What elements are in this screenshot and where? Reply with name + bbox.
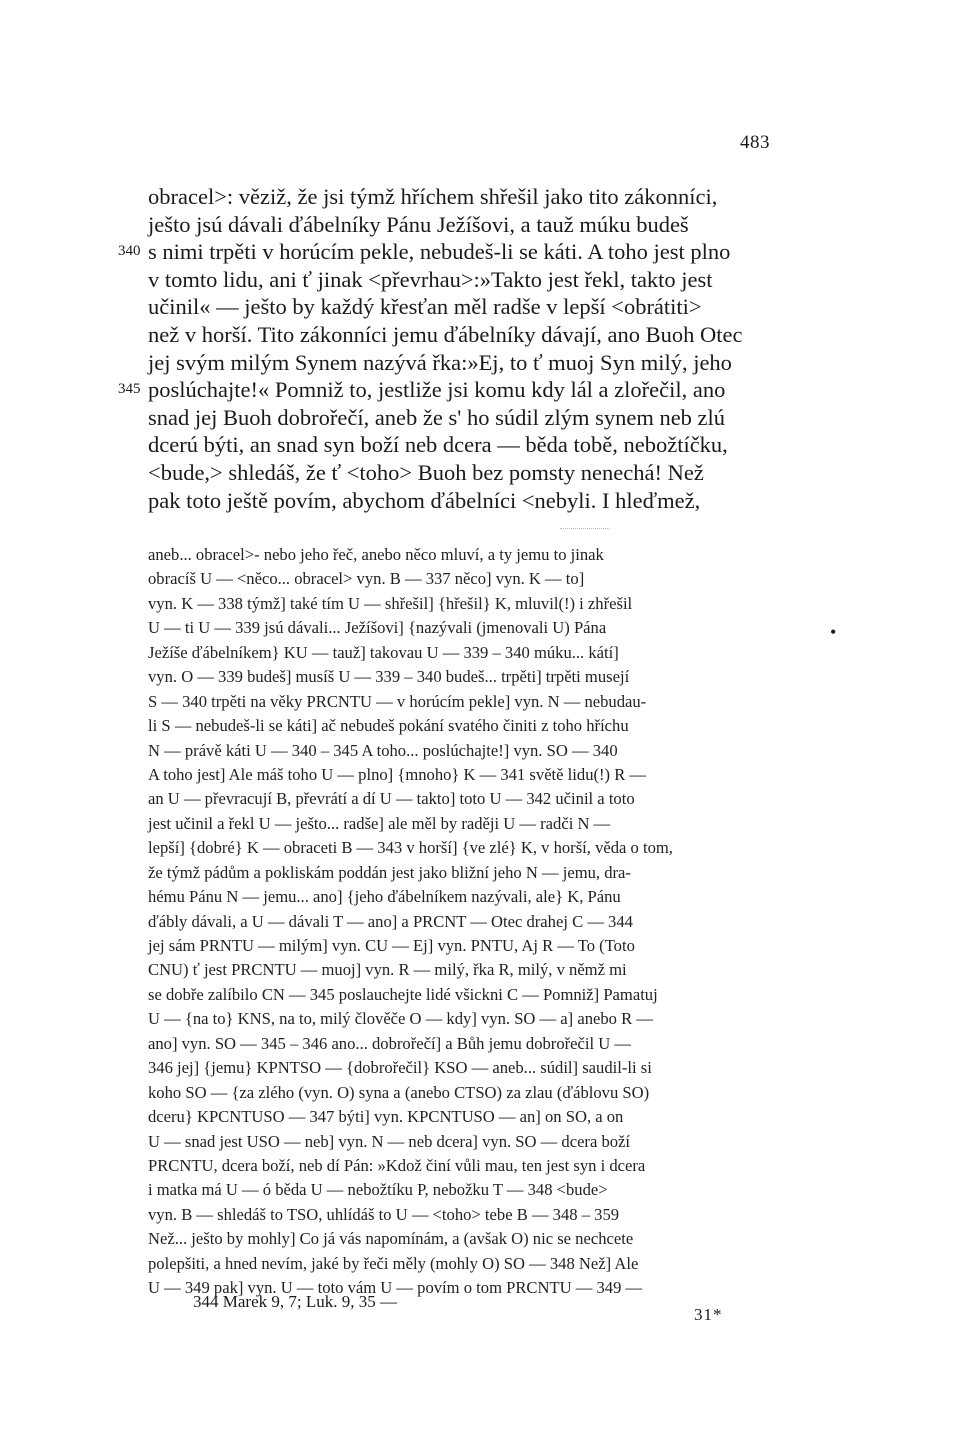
apparatus-line: U — {na to} KNS, na to, milý člověče O — kdy] vyn. SO — a] anebo R — [148,1009,653,1029]
apparatus-line: PRCNTU, dcera boží, neb dí Pán: »Kdož činí vůli mau, ten jest syn i dcera [148,1155,646,1175]
apparatus-line: ďábly dávali, a U — dávali T — ano] a PRCNT — Otec drahej C — 344 [148,911,633,931]
text-line [118,349,798,377]
apparatus-line: 346 jej] {jemu} KPNTSO — {dobrořečil} KSO — aneb... súdil] saudil-li si [148,1058,652,1078]
line-text: poslúchajte!« Pomniž to, jestliže jsi komu kdy lál a zlořečil, ano [148,377,726,403]
apparatus-line: se dobře zalíbilo CN — 345 poslauchejte lidé všickni C — Pomniž] Pamatuj [148,984,658,1004]
apparatus-line: U — ti U — 339 jsú dávali... Ježíšovi] {nazývali (jmenovali U) Pána [148,618,607,638]
line-text: učinil« — ješto by každý křesťan měl radše v lepší <obrátiti> [148,294,702,320]
line-text: dcerú býti, an snad syn boží neb dcera — běda tobě, nebožtíčku, [148,432,728,458]
apparatus-line: an U — převracují B, převrátí a dí U — takto] toto U — 342 učinil a toto [148,789,635,809]
line-text: pak toto ještě povím, abychom ďábelníci <nebyli. I hleďmež, [148,487,701,513]
text-line [118,266,798,294]
apparatus-line: že týmž pádům a pokliskám poddán jest jako bližní jeho N — jemu, dra- [148,862,631,882]
margin-mark: • [830,622,837,642]
text-line [118,431,798,459]
apparatus-line: U — snad jest USO — neb] vyn. N — neb dcera] vyn. SO — dcera boží [148,1131,631,1151]
apparatus-line: aneb... obracel>- nebo jeho řeč, anebo něco mluví, a ty jemu to jinak [148,545,604,564]
apparatus-line: ano] vyn. SO — 345 – 346 ano... dobrořečí] a Bůh jemu dobrořečil U — [148,1033,631,1053]
text-line [118,404,798,432]
text-line [118,211,798,239]
line-text: jej svým milým Synem nazývá řka:»Ej, to ť muoj Syn milý, jeho [148,349,732,375]
line-text: v tomto lidu, ani ť jinak <převrhau>:»Takto jest řekl, takto jest [148,266,713,292]
separator-rule [560,528,610,529]
line-text: ješto jsú dávali ďábelníky Pánu Ježíšovi, a tauž múku budeš [148,211,689,237]
apparatus-line: polepšiti, a hned nevím, jaké by řeči měly (mohly O) SO — 348 Než] Ale [148,1253,639,1273]
apparatus-line: vyn. B — shledáš to TSO, uhlídáš to U — <toho> tebe B — 348 – 359 [148,1204,620,1224]
line-number: 345 [118,381,141,398]
page-number: 483 [740,132,770,153]
text-line [118,183,798,211]
line-text: obracel>: věziž, že jsi týmž hříchem shřešil jako tito zákonníci, [148,184,718,209]
line-text: než v horší. Tito zákonníci jemu ďábelníky dávají, ano Buoh Otec [148,321,743,347]
apparatus-line: Než... ješto by mohly] Co já vás napomínám, a (avšak O) nic se nechcete [148,1229,634,1249]
apparatus-line: U — 349 pak] vyn. U — toto vám U — povím o tom PRCNTU — 349 — [148,1278,643,1298]
text-line [118,293,798,321]
signature-mark: 31* [694,1305,723,1324]
main-text [118,183,798,514]
apparatus-line: i matka má U — ó běda U — nebožtíku P, nebožku T — 348 <bude> [148,1180,608,1200]
apparatus-line: vyn. O — 339 budeš] musíš U — 339 – 340 budeš... trpěti] trpěti musejí [148,667,630,687]
footnote: 344 Marek 9, 7; Luk. 9, 35 — [193,1292,397,1311]
apparatus-line: koho SO — {za zlého (vyn. O) syna a (anebo CTSO) za zlau (ďáblovu SO) [148,1082,650,1102]
text-line [118,238,798,266]
line-number: 340 [118,243,141,260]
line-text: snad jej Buoh dobrořečí, aneb že s' ho súdil zlým synem neb zlú [148,404,726,430]
apparatus-line: Ježíše ďábelníkem} KU — tauž] takovau U — 339 – 340 múku... kátí] [148,642,619,662]
apparatus-line: dceru} KPCNTUSO — 347 býti] vyn. KPCNTUSO — an] on SO, a on [148,1107,624,1127]
text-line [118,376,798,404]
apparatus-line: jest učinil a řekl U — ješto... radše] ale měl by raději U — radči N — [148,813,611,833]
apparatus-line: li S — nebudeš-li se káti] ač nebudeš pokání svatého činiti z toho hříchu [148,716,629,736]
text-line [118,459,798,487]
apparatus-line: vyn. K — 338 týmž] také tím U — shřešil] {hřešil} K, mluvil(!) i zhřešil [148,593,633,613]
line-text: s nimi trpěti v horúcím pekle, nebudeš-li se káti. A toho jest plno [148,239,731,265]
apparatus-line: A toho jest] Ale máš toho U — plno] {mnoho} K — 341 světě lidu(!) R — [148,764,647,784]
critical-apparatus [148,543,798,1301]
apparatus-line: jej sám PRNTU — milým] vyn. CU — Ej] vyn. PNTU, Aj R — To (Toto [148,936,635,955]
apparatus-line: lepší] {dobré} K — obraceti B — 343 v horší] {ve zlé} K, v horší, věda o tom, [148,838,673,858]
apparatus-line: N — právě káti U — 340 – 345 A toho... poslúchajte!] vyn. SO — 340 [148,740,618,760]
apparatus-line: CNU) ť jest PRCNTU — muoj] vyn. R — milý, řka R, milý, v němž mi [148,960,627,980]
apparatus-line: obracíš U — <něco... obracel> vyn. B — 337 něco] vyn. K — to] [148,569,585,589]
apparatus-line: S — 340 trpěti na věky PRCNTU — v horúcím pekle] vyn. N — nebudau- [148,691,647,711]
text-line [118,321,798,349]
line-text: <bude,> shledáš, že ť <toho> Buoh bez pomsty nenechá! Než [148,459,704,485]
text-line [118,487,798,515]
apparatus-line: hému Pánu N — jemu... ano] {jeho ďábelníkem nazývali, ale} K, Pánu [148,887,621,907]
